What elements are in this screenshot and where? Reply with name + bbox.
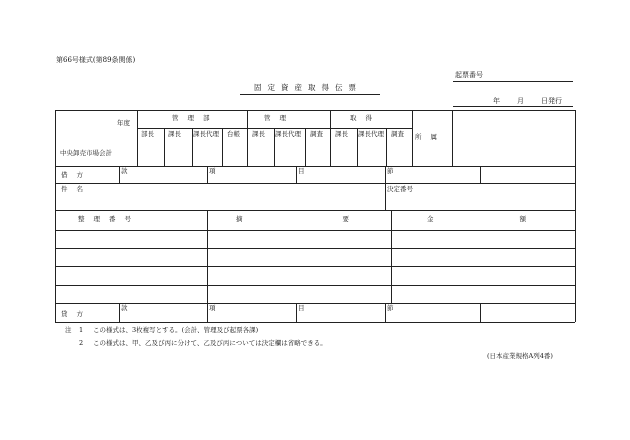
subcolumn-header: 課長: [168, 130, 181, 138]
office-name: 中央卸売市場会計: [60, 149, 112, 157]
notes-heading: 注: [65, 326, 72, 334]
credit-field-kan: 款: [121, 304, 128, 312]
group-header: 取得: [350, 114, 381, 122]
column-header-description: 摘要: [236, 215, 449, 223]
title-underline: [240, 94, 380, 95]
subject-label: 件名: [61, 185, 92, 193]
form-number: 第66号様式(第89条関係): [56, 56, 136, 64]
debit-field-kan: 款: [121, 167, 128, 175]
credit-field-kou: 項: [209, 304, 216, 312]
note-text: この様式は、甲、乙及び丙に分けて、乙及び丙については決定欄は省略できる。: [93, 339, 327, 347]
subcolumn-header: 課長代理: [358, 130, 384, 138]
subcolumn-header: 部長: [141, 130, 154, 138]
subcolumn-header: 台帳: [227, 130, 240, 138]
voucher-number-label: 起票番号: [455, 71, 483, 79]
credit-field-setsu: 節: [387, 304, 394, 312]
debit-field-setsu: 節: [387, 167, 394, 175]
column-header-amount: 金額: [427, 215, 612, 223]
subcolumn-header: 調査: [391, 130, 404, 138]
form-title: 固定資産取得伝票: [254, 83, 362, 92]
debit-field-kou: 項: [209, 167, 216, 175]
date-issued: 日発行: [541, 97, 562, 105]
debit-label: 借方: [61, 171, 92, 179]
standard-note: (日本産業規格A列4番): [487, 352, 553, 360]
voucher-number-underline: [453, 81, 573, 82]
group-header: 管理: [264, 114, 295, 122]
date-month: 月: [517, 97, 524, 105]
column-header-reference: 整理番号: [78, 215, 140, 223]
date-year: 年: [493, 97, 500, 105]
subcolumn-header: 課長: [335, 130, 348, 138]
date-underline: [453, 106, 573, 107]
subcolumn-header: 課長: [252, 130, 265, 138]
jurisdiction-label: 所属: [415, 133, 446, 141]
subcolumn-header: 課長代理: [275, 130, 301, 138]
group-header: 管理部: [172, 114, 219, 122]
year-label: 年度: [117, 119, 130, 127]
debit-field-moku: 目: [298, 167, 305, 175]
credit-label: 貸方: [61, 310, 92, 318]
subcolumn-header: 課長代理: [193, 130, 219, 138]
note-number: 2: [79, 339, 84, 347]
subcolumn-header: 調査: [310, 130, 323, 138]
decision-number-label: 決定番号: [387, 185, 413, 193]
credit-field-moku: 目: [298, 304, 305, 312]
note-number: 1: [79, 326, 84, 334]
note-text: この様式は、3枚複写とする。(会計、管理及び起票各課): [93, 326, 259, 334]
